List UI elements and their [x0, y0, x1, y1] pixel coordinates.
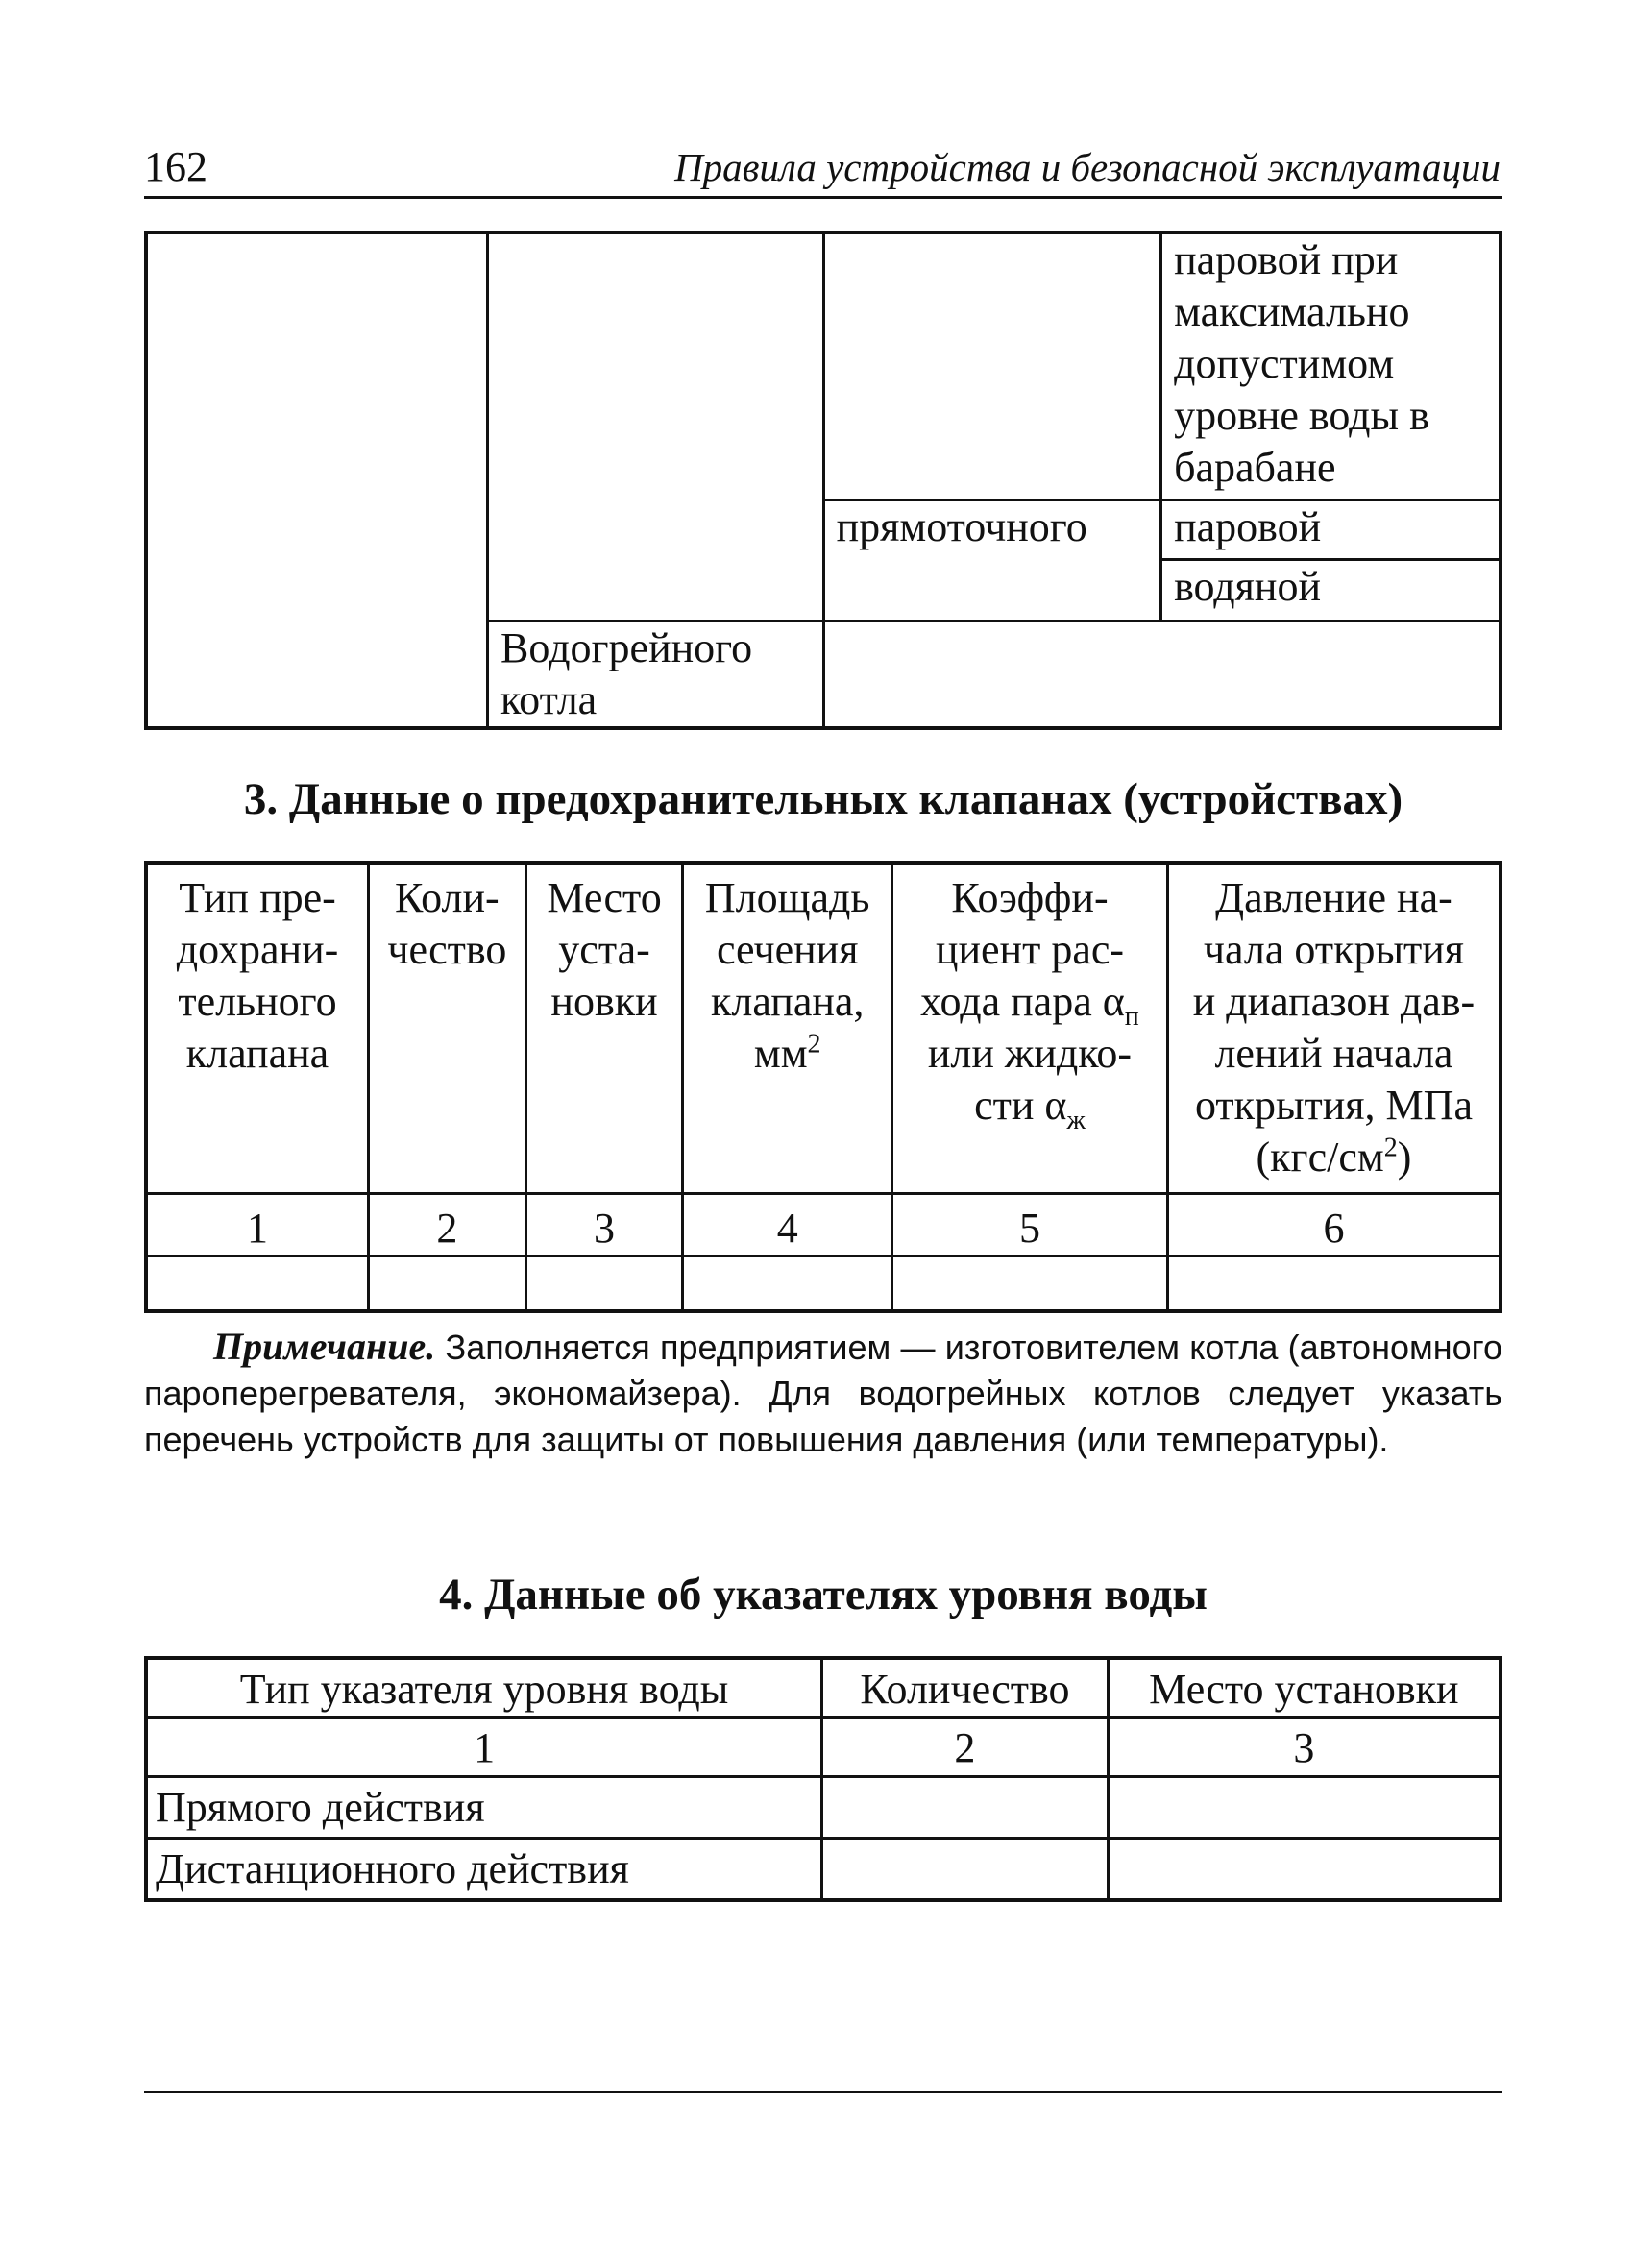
section-4-title: 4. Данные об указателях уровня воды — [439, 1570, 1208, 1620]
header-flow-coefficient: Коэффи- циент рас- хода пара $\alpha_п$ или жидко- сти $\alpha_ж$ — [892, 863, 1168, 1193]
row-direct-action: Прямого действия — [146, 1777, 822, 1839]
header-cross-section-area: Площадь сечения клапана, $мм^2$ — [683, 863, 892, 1193]
header-opening-pressure: Давление на- чала открытия и диапазон дав- лений начала открытия, МПа $(кгс/см^2)$ — [1167, 863, 1501, 1193]
cell-empty — [146, 232, 488, 728]
column-numbers-row: 1 2 3 4 5 6 — [146, 1193, 1501, 1256]
page-number: 162 — [144, 143, 207, 190]
water-level-indicators-table — [144, 1656, 1502, 1902]
note-label: Примечание. — [213, 1325, 436, 1368]
header-quantity: Коли- чество — [368, 863, 525, 1193]
cell-steam-max-level: паровой при максимально допустимом уровне воды в барабане — [1161, 232, 1501, 500]
cell-steam: паровой — [1161, 500, 1501, 559]
header-location: Место уста- новки — [525, 863, 683, 1193]
running-title: Правила устройства и безопасной эксплуатации — [674, 145, 1501, 189]
table-row — [146, 1839, 1501, 1900]
section-3-title: 3. Данные о предохранительных клапанах (устройствах) — [243, 774, 1403, 824]
page-header — [144, 142, 1502, 199]
note-text: Заполняется предприятием — изготовителем котла (автономного пароперегревателя, экономайзера). Для водогрейных котлов следует указать перечень устройств для защиты от повышения давления (или температуры). — [144, 1328, 1502, 1459]
table-row — [146, 1777, 1501, 1839]
safety-valves-table — [144, 861, 1502, 1313]
cell-empty — [823, 232, 1161, 500]
header-location: Место установки — [1108, 1658, 1501, 1718]
cell-empty — [823, 621, 1501, 728]
column-numbers-row: 1 2 3 — [146, 1718, 1501, 1777]
row-remote-action: Дистанционного действия — [146, 1839, 822, 1900]
empty-data-row — [146, 1256, 1501, 1311]
cell-hot-water-boiler: Водогрейного котла — [488, 621, 824, 728]
cell-water: водяной — [1161, 559, 1501, 621]
note-paragraph — [144, 1324, 1502, 1463]
footer-rule — [144, 2091, 1502, 2093]
cell-once-through: прямоточного — [823, 500, 1161, 621]
continued-table — [144, 231, 1502, 730]
header-valve-type: Тип пре- дохрани- тельного клапана — [146, 863, 368, 1193]
header-indicator-type: Тип указателя уровня воды — [146, 1658, 822, 1718]
cell-empty — [488, 232, 824, 621]
header-quantity: Количество — [822, 1658, 1109, 1718]
